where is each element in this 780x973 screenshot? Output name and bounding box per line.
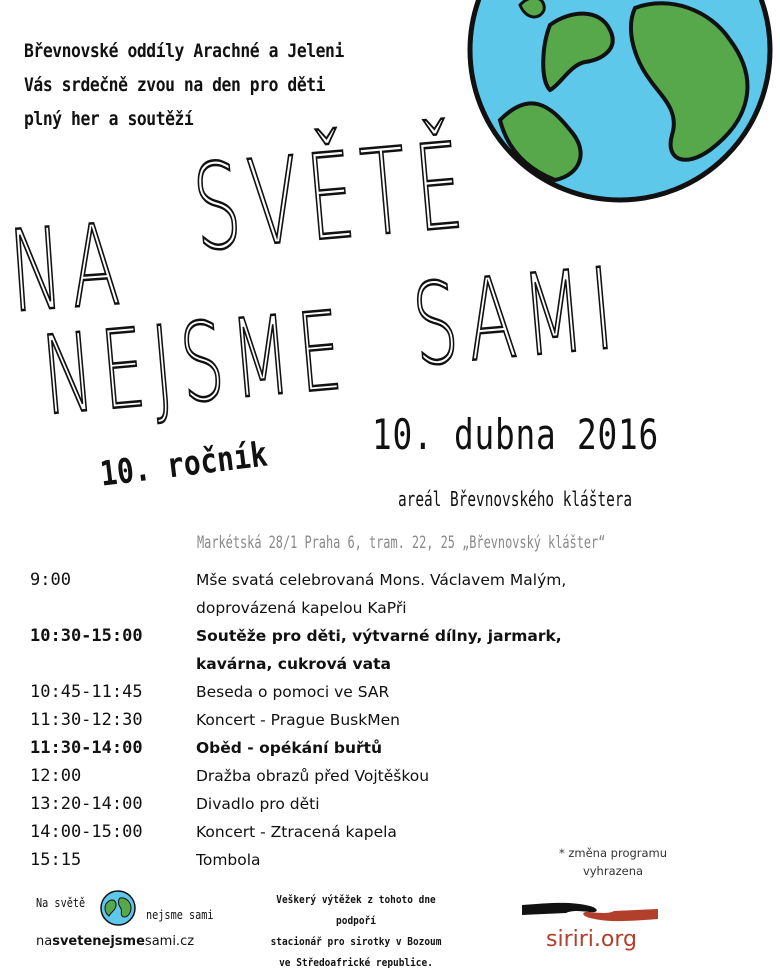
footer-slogan-left: Na světě xyxy=(36,896,86,910)
partner-logo-text: siriri.org xyxy=(546,927,637,952)
program-row xyxy=(0,790,688,818)
url-part-1: na xyxy=(36,934,53,949)
program-row xyxy=(0,566,688,622)
program-row xyxy=(0,818,688,846)
program-description-line-1: Mše svatá celebrovaná Mons. Václavem Malým, xyxy=(196,571,567,589)
donation-line-3: ve Středoafrické republice. xyxy=(279,956,433,969)
program-description xyxy=(196,566,586,622)
note-line-2: vyhrazena xyxy=(582,864,644,878)
program-time: 11:30-12:30 xyxy=(30,710,143,730)
program-change-note xyxy=(548,844,678,880)
program-row xyxy=(0,706,688,734)
program-description xyxy=(196,818,586,846)
title-word-na: NA xyxy=(6,199,132,338)
program-time: 10:45-11:45 xyxy=(30,682,143,702)
program-row xyxy=(0,622,688,678)
edition-label: 10. ročník xyxy=(98,434,270,495)
program-description xyxy=(196,734,586,762)
url-part-2: svete xyxy=(52,934,93,949)
program-description xyxy=(196,706,586,734)
small-globe-icon xyxy=(98,888,138,928)
intro-text xyxy=(24,34,344,136)
intro-line-1: Břevnovské oddíly Arachné a Jeleni xyxy=(24,40,344,62)
url-part-4: sami.cz xyxy=(144,934,195,949)
donation-line-2: stacionář pro sirotky v Bozoum xyxy=(270,935,442,948)
intro-line-3: plný her a soutěží xyxy=(24,108,194,130)
program-row xyxy=(0,734,688,762)
event-date: 10. dubna 2016 xyxy=(372,410,660,459)
program-description xyxy=(196,790,586,818)
program-time: 9:00 xyxy=(30,570,71,590)
program-description-line-1: Koncert - Ztracená kapela xyxy=(196,823,397,841)
event-venue: areál Břevnovského kláštera xyxy=(398,487,633,511)
url-part-3: nejsme xyxy=(92,934,145,949)
program-description-line-1: Beseda o pomoci ve SAR xyxy=(196,683,390,701)
program-description xyxy=(196,846,586,874)
title-word-svete: SVĚTĚ xyxy=(188,115,477,278)
program-description xyxy=(196,622,586,678)
website-link[interactable] xyxy=(36,934,194,949)
program-description-line-2: kavárna, cukrová vata xyxy=(196,655,391,673)
title-word-nejsme: NEJSME xyxy=(38,288,355,440)
program-description xyxy=(196,762,586,790)
program-description-line-1: Oběd - opékání buřtů xyxy=(196,739,383,757)
footer-slogan-right: nejsme sami xyxy=(146,908,214,922)
donation-line-1: Veškerý výtěžek z tohoto dne podpoří xyxy=(276,893,436,927)
program-description-line-1: Divadlo pro děti xyxy=(196,795,320,813)
program-description-line-2: doprovázená kapelou KaPři xyxy=(196,599,407,617)
event-address: Markétská 28/1 Praha 6, tram. 22, 25 „Břevnovský klášter“ xyxy=(197,533,606,553)
program-description-line-1: Dražba obrazů před Vojtěškou xyxy=(196,767,430,785)
helping-hands-icon xyxy=(520,897,660,927)
program-description-line-1: Soutěže pro děti, výtvarné dílny, jarmark, xyxy=(196,627,562,645)
globe-illustration xyxy=(460,0,780,210)
program-row xyxy=(0,678,688,706)
program-list xyxy=(0,566,688,874)
intro-line-2: Vás srdečně zvou na den pro děti xyxy=(24,74,326,96)
program-description-line-1: Koncert - Prague BuskMen xyxy=(196,711,400,729)
program-time: 10:30-15:00 xyxy=(30,626,143,646)
program-time: 13:20-14:00 xyxy=(30,794,143,814)
donation-text xyxy=(261,889,450,973)
program-time: 12:00 xyxy=(30,766,82,786)
program-row xyxy=(0,762,688,790)
note-line-1: * změna programu xyxy=(558,846,668,860)
program-description-line-1: Tombola xyxy=(196,851,261,869)
program-time: 14:00-15:00 xyxy=(30,822,143,842)
program-time: 15:15 xyxy=(30,850,82,870)
program-description xyxy=(196,678,586,706)
program-time: 11:30-14:00 xyxy=(30,738,143,758)
title-word-sami: SAMI xyxy=(408,243,627,392)
